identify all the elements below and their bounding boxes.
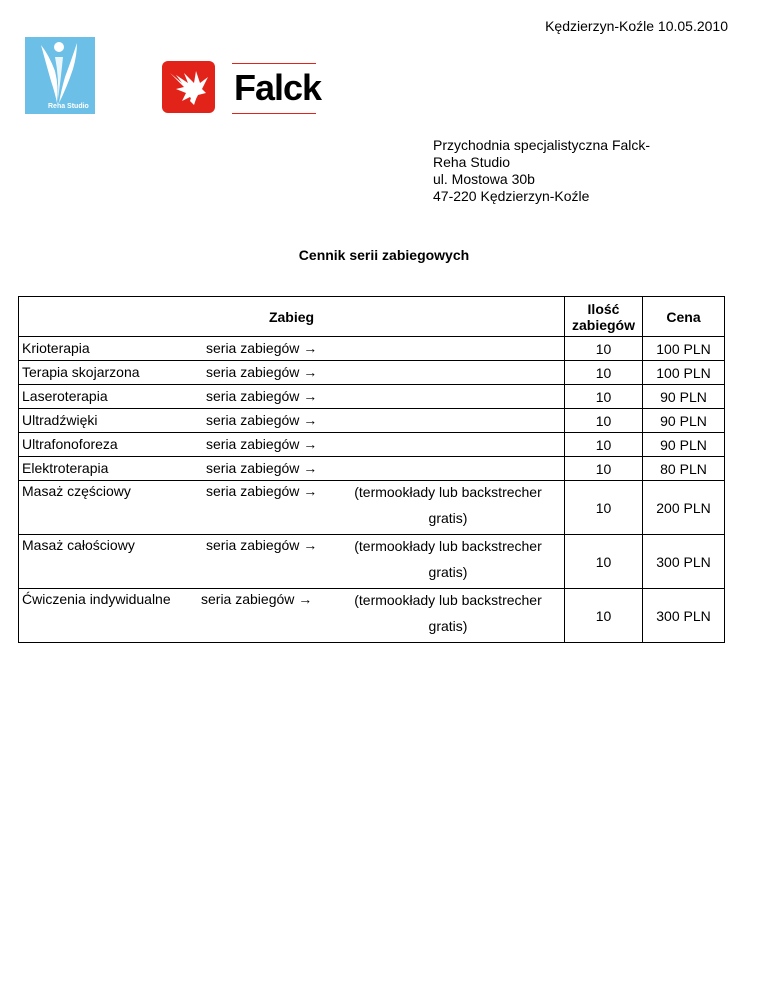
falck-wordmark [232, 63, 322, 114]
clinic-address [433, 137, 650, 205]
treatment-name: Laseroterapia [22, 388, 108, 404]
treatment-series: seria zabiegów → [206, 436, 318, 452]
falck-logo-text: Falck [234, 67, 322, 108]
price-table [18, 296, 725, 643]
falck-eagle-logo [162, 61, 215, 113]
reha-logo-text: Reha Studio [48, 103, 89, 110]
table-row [19, 361, 725, 385]
note-line: gratis) [428, 564, 468, 580]
eagle-icon [162, 61, 215, 113]
treatment-price: 200 PLN [643, 481, 725, 535]
treatment-price: 80 PLN [643, 457, 725, 481]
treatment-series: seria zabiegów → [206, 460, 318, 476]
treatment-cell [19, 589, 565, 643]
treatment-name: Masaż częściowy [22, 483, 131, 499]
table-row [19, 409, 725, 433]
treatment-series: seria zabiegów → [206, 364, 318, 380]
treatment-price: 300 PLN [643, 589, 725, 643]
treatment-cell [19, 457, 565, 481]
treatment-price: 100 PLN [643, 337, 725, 361]
note-line: (termookłady lub backstrecher [354, 592, 542, 608]
treatment-price: 90 PLN [643, 385, 725, 409]
treatment-cell [19, 385, 565, 409]
treatment-note [338, 533, 558, 585]
treatment-name: Ultrafonoforeza [22, 436, 118, 452]
note-line: (termookłady lub backstrecher [354, 484, 542, 500]
treatment-price: 300 PLN [643, 535, 725, 589]
note-line: gratis) [428, 510, 468, 526]
treatment-count: 10 [565, 433, 643, 457]
treatment-series: seria zabiegów → [201, 591, 313, 607]
treatment-price: 100 PLN [643, 361, 725, 385]
note-line: (termookłady lub backstrecher [354, 538, 542, 554]
treatment-cell [19, 361, 565, 385]
treatment-count: 10 [565, 535, 643, 589]
treatment-series: seria zabiegów → [206, 483, 318, 499]
table-row [19, 433, 725, 457]
treatment-cell [19, 337, 565, 361]
treatment-series: seria zabiegów → [206, 412, 318, 428]
header-ilosc-line1: Ilość [587, 300, 620, 317]
treatment-cell [19, 481, 565, 535]
treatment-note [338, 479, 558, 531]
treatment-name: Ultradźwięki [22, 412, 98, 428]
table-row [19, 535, 725, 589]
treatment-name: Masaż całościowy [22, 537, 135, 553]
treatment-count: 10 [565, 385, 643, 409]
treatment-series: seria zabiegów → [206, 537, 318, 553]
treatment-note [338, 587, 558, 639]
treatment-price: 90 PLN [643, 433, 725, 457]
document-title: Cennik serii zabiegowych [298, 247, 470, 263]
note-line: gratis) [428, 618, 468, 634]
table-header-row [19, 297, 725, 337]
address-line: Przychodnia specjalistyczna Falck- [433, 137, 651, 153]
table-row [19, 385, 725, 409]
header-ilosc-line2: zabiegów [571, 316, 635, 333]
table-row [19, 457, 725, 481]
treatment-series: seria zabiegów → [206, 388, 318, 404]
header-zabieg: Zabieg [19, 297, 565, 337]
treatment-name: Elektroterapia [22, 460, 109, 476]
treatment-count: 10 [565, 481, 643, 535]
treatment-count: 10 [565, 589, 643, 643]
table-row [19, 337, 725, 361]
treatment-series: seria zabiegów → [206, 340, 318, 356]
header-cena: Cena [643, 297, 725, 337]
treatment-name: Ćwiczenia indywidualne [22, 591, 171, 607]
table-row [19, 589, 725, 643]
address-line: ul. Mostowa 30b [433, 171, 535, 187]
header-ilosc [565, 297, 643, 337]
treatment-cell [19, 409, 565, 433]
treatment-name: Krioterapia [22, 340, 90, 356]
address-line: 47-220 Kędzierzyn-Koźle [433, 188, 590, 204]
treatment-name: Terapia skojarzona [22, 364, 140, 380]
treatment-count: 10 [565, 409, 643, 433]
table-row [19, 481, 725, 535]
treatment-cell [19, 535, 565, 589]
reha-studio-logo [25, 37, 95, 114]
document-date: Kędzierzyn-Koźle 10.05.2010 [545, 18, 728, 34]
treatment-count: 10 [565, 457, 643, 481]
treatment-count: 10 [565, 361, 643, 385]
treatment-price: 90 PLN [643, 409, 725, 433]
treatment-cell [19, 433, 565, 457]
treatment-count: 10 [565, 337, 643, 361]
address-line: Reha Studio [433, 154, 511, 170]
